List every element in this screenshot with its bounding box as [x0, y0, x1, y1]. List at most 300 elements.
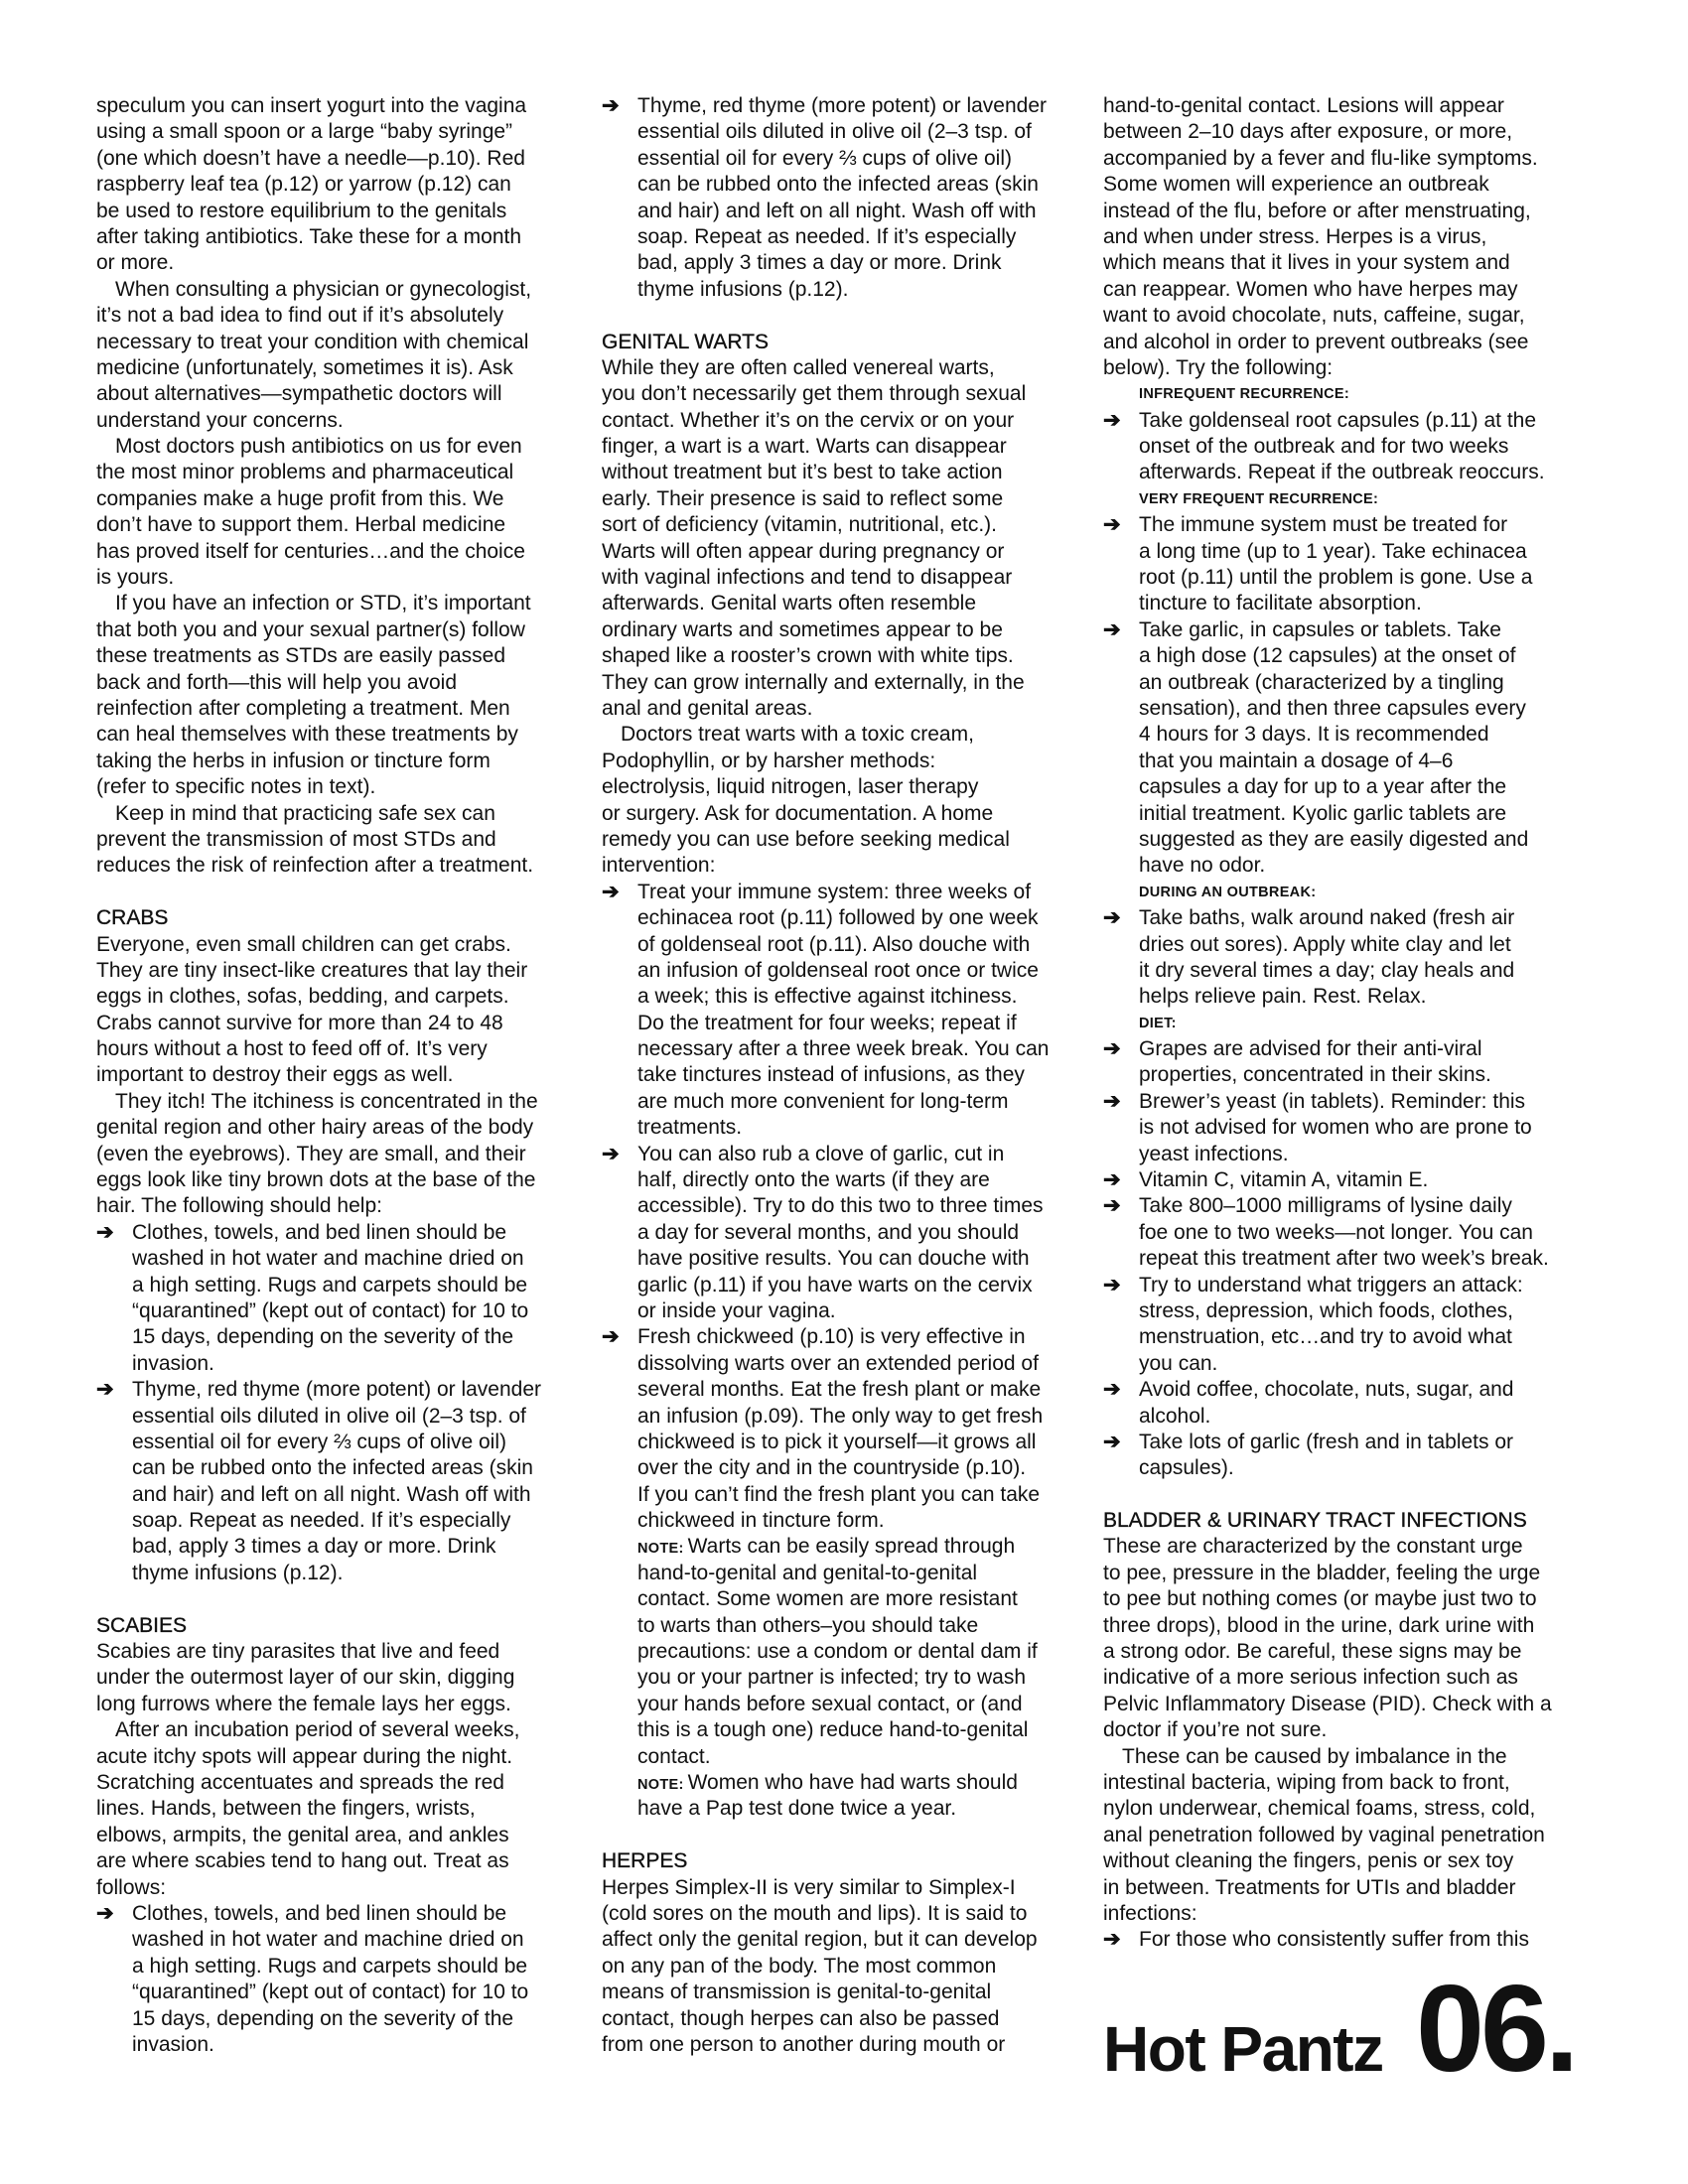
text-line	[96, 1062, 573, 1088]
text-line	[96, 958, 573, 984]
line-text: that both you and your sexual partner(s) follow	[96, 617, 525, 641]
line-text: be used to restore equilibrium to the genitals	[96, 199, 507, 222]
bullet-continuation	[602, 1011, 1078, 1036]
magazine-title: Hot Pantz	[1103, 2013, 1383, 2085]
line-text: For those who consistently suffer from this	[1139, 1928, 1529, 1952]
text-column-right	[1103, 93, 1580, 1954]
line-text: 15 days, depending on the severity of the	[132, 1325, 514, 1349]
text-line	[1103, 250, 1580, 276]
text-line	[96, 1848, 573, 1874]
line-text: can reappear. Women who have herpes may	[1103, 277, 1518, 301]
bullet-item	[1103, 512, 1580, 538]
bullet-continuation	[602, 1534, 1078, 1560]
arrow-right-icon: ➔	[602, 94, 620, 117]
bullet-continuation	[1103, 801, 1580, 827]
line-text: alcohol.	[1139, 1404, 1211, 1428]
line-text: They itch! The itchiness is concentrated in the	[115, 1089, 538, 1113]
line-text: without treatment but it’s best to take action	[602, 461, 1003, 484]
bullet-continuation	[602, 1115, 1078, 1141]
text-line	[602, 749, 1078, 774]
line-text: genital region and other hairy areas of the body	[96, 1116, 534, 1140]
line-text: half, directly onto the warts (if they are	[637, 1168, 990, 1192]
line-text: Brewer’s yeast (in tablets). Reminder: this	[1139, 1089, 1526, 1113]
line-text: Take lots of garlic (fresh and in tablets or	[1139, 1430, 1514, 1453]
line-text: (refer to specific notes in text).	[96, 775, 376, 799]
bullet-item	[1103, 1167, 1580, 1193]
line-text: Doctors treat warts with a toxic cream,	[621, 723, 974, 747]
line-text: stress, depression, which foods, clothes,	[1139, 1298, 1514, 1322]
bullet-continuation	[1103, 932, 1580, 958]
line-text: a high dose (12 capsules) at the onset of	[1139, 644, 1516, 668]
text-line	[96, 330, 573, 355]
bullet-item	[1103, 1927, 1580, 1953]
line-text: HERPES	[602, 1849, 688, 1873]
bullet-continuation	[1103, 827, 1580, 853]
text-line	[96, 1823, 573, 1848]
line-text: prevent the transmission of most STDs and	[96, 827, 496, 851]
text-line	[602, 643, 1078, 669]
note-label: NOTE:	[637, 1541, 684, 1558]
line-text: affect only the genital region, but it can develop	[602, 1928, 1038, 1952]
line-text: and when under stress. Herpes is a virus,	[1103, 224, 1487, 248]
line-text: soap. Repeat as needed. If it’s especially	[132, 1509, 511, 1533]
line-text: are where scabies tend to hang out. Treat as	[96, 1849, 509, 1873]
section-heading	[96, 905, 573, 931]
line-text: INFREQUENT RECURRENCE:	[1139, 386, 1350, 403]
blank-line	[96, 880, 573, 905]
text-line	[96, 512, 573, 538]
text-line	[602, 2006, 1078, 2032]
bullet-continuation	[1103, 670, 1580, 696]
line-text: back and forth—this will help you avoid	[96, 670, 458, 694]
subheading	[1103, 486, 1580, 512]
line-text: Grapes are advised for their anti-viral	[1139, 1037, 1482, 1061]
text-column-middle	[602, 93, 1078, 2058]
section-heading	[96, 1613, 573, 1639]
line-text: reduces the risk of reinfection after a treatment.	[96, 854, 534, 878]
line-text: eggs look like tiny brown dots at the base of the	[96, 1168, 536, 1192]
text-line	[1103, 1848, 1580, 1874]
bullet-continuation	[96, 1561, 573, 1586]
bullet-continuation	[96, 1927, 573, 1953]
arrow-right-icon: ➔	[1103, 408, 1121, 432]
text-line	[602, 1901, 1078, 1927]
line-text: invasion.	[132, 2032, 214, 2056]
line-text: Clothes, towels, and bed linen should be	[132, 1901, 507, 1925]
line-text: have a Pap test done twice a year.	[637, 1797, 957, 1821]
blank-line	[1103, 1482, 1580, 1508]
bullet-continuation	[602, 1665, 1078, 1691]
text-line	[1103, 1717, 1580, 1743]
bullet-continuation	[602, 250, 1078, 276]
paragraph-first-line	[96, 1089, 573, 1115]
line-text: DIET:	[1139, 1015, 1177, 1031]
line-text: you can.	[1139, 1351, 1218, 1375]
text-line	[602, 460, 1078, 485]
bullet-continuation	[602, 1717, 1078, 1743]
line-text: thyme infusions (p.12).	[637, 277, 849, 301]
text-line	[1103, 1561, 1580, 1586]
section-heading	[1103, 1508, 1580, 1534]
line-text: have positive results. You can douche with	[637, 1247, 1030, 1271]
text-line	[96, 303, 573, 329]
text-line	[602, 1927, 1078, 1953]
line-text: to pee, pressure in the bladder, feeling the urge	[1103, 1561, 1541, 1584]
line-text: an infusion of goldenseal root once or twice	[637, 958, 1039, 982]
text-line	[96, 93, 573, 119]
text-line	[602, 2032, 1078, 2058]
line-text: or surgery. Ask for documentation. A home	[602, 801, 994, 825]
line-text: washed in hot water and machine dried on	[132, 1247, 524, 1271]
line-text: precautions: use a condom or dental dam if	[637, 1640, 1038, 1664]
line-text: electrolysis, liquid nitrogen, laser therapy	[602, 775, 979, 799]
line-text: ordinary warts and sometimes appear to be	[602, 617, 1003, 641]
arrow-right-icon: ➔	[602, 1142, 620, 1165]
bullet-continuation	[1103, 565, 1580, 591]
text-line	[96, 1692, 573, 1717]
line-text: treatments.	[637, 1116, 743, 1140]
paragraph-first-line	[96, 277, 573, 303]
line-text: If you can’t find the fresh plant you can take	[637, 1482, 1041, 1506]
line-text: to pee but nothing comes (or maybe just two to	[1103, 1587, 1537, 1611]
line-text: can be rubbed onto the infected areas (skin	[637, 173, 1039, 197]
line-text: hours without a host to feed off of. It’s very	[96, 1037, 488, 1061]
text-line	[602, 381, 1078, 407]
line-text: They can grow internally and externally, in the	[602, 670, 1025, 694]
line-text: Warts can be easily spread through	[687, 1535, 1016, 1559]
bullet-continuation	[602, 1692, 1078, 1717]
line-text: below). Try the following:	[1103, 355, 1334, 379]
bullet-continuation	[1103, 1115, 1580, 1141]
text-line	[96, 119, 573, 145]
bullet-continuation	[602, 1377, 1078, 1403]
line-text: in between. Treatments for UTIs and bladder	[1103, 1875, 1516, 1899]
line-text: GENITAL WARTS	[602, 330, 770, 353]
line-text: is yours.	[96, 566, 175, 590]
text-line	[96, 617, 573, 643]
line-text: Most doctors push antibiotics on us for even	[115, 435, 522, 459]
text-line	[96, 1167, 573, 1193]
line-text: tincture to facilitate absorption.	[1139, 592, 1422, 615]
line-text: dissolving warts over an extended period of	[637, 1351, 1039, 1375]
bullet-item	[96, 1377, 573, 1403]
text-line	[96, 696, 573, 722]
line-text: instead of the flu, before or after menstruating,	[1103, 199, 1531, 222]
line-text: Scratching accentuates and spreads the red	[96, 1771, 504, 1794]
line-text: it dry several times a day; clay heals and	[1139, 958, 1515, 982]
text-line	[602, 670, 1078, 696]
bullet-continuation	[1103, 1220, 1580, 1246]
text-line	[1103, 277, 1580, 303]
bullet-continuation	[602, 958, 1078, 984]
line-text: contact.	[637, 1744, 711, 1768]
bullet-continuation	[1103, 1351, 1580, 1377]
bullet-item	[1103, 1089, 1580, 1115]
bullet-continuation	[96, 1979, 573, 2005]
line-text: initial treatment. Kyolic garlic tablets are	[1139, 801, 1506, 825]
text-line	[602, 408, 1078, 434]
line-text: or inside your vagina.	[637, 1298, 836, 1322]
line-text: nylon underwear, chemical foams, stress, cold,	[1103, 1797, 1536, 1821]
line-text: which means that it lives in your system and	[1103, 251, 1510, 275]
line-text: important to destroy their eggs as well.	[96, 1063, 454, 1087]
line-text: chickweed in tincture form.	[637, 1509, 885, 1533]
section-heading	[602, 1848, 1078, 1874]
bullet-continuation	[1103, 749, 1580, 774]
text-line	[602, 591, 1078, 616]
line-text: medicine (unfortunately, sometimes it is). Ask	[96, 355, 513, 379]
line-text: accessible). Try to do this two to three times	[637, 1194, 1044, 1218]
line-text: essential oil for every ⅔ cups of olive oil)	[637, 146, 1013, 170]
text-line	[602, 1979, 1078, 2005]
line-text: afterwards. Repeat if the outbreak reoccurs.	[1139, 461, 1545, 484]
line-text: is not advised for women who are prone to	[1139, 1116, 1532, 1140]
paragraph-first-line	[96, 591, 573, 616]
line-text: from one person to another during mouth or	[602, 2032, 1006, 2056]
bullet-continuation	[602, 1508, 1078, 1534]
bullet-continuation	[602, 1796, 1078, 1822]
bullet-item	[1103, 1193, 1580, 1219]
bullet-continuation	[96, 1298, 573, 1324]
bullet-continuation	[602, 1062, 1078, 1088]
line-text: dries out sores). Apply white clay and let	[1139, 932, 1511, 956]
line-text: a day for several months, and you should	[637, 1220, 1020, 1244]
text-line	[96, 199, 573, 224]
line-text: Warts will often appear during pregnancy or	[602, 539, 1005, 563]
text-line	[96, 1875, 573, 1901]
line-text: reinfection after completing a treatment. Men	[96, 696, 510, 720]
arrow-right-icon: ➔	[602, 1325, 620, 1349]
line-text: contact. Whether it’s on the cervix or on your	[602, 408, 1015, 432]
line-text: You can also rub a clove of garlic, cut in	[637, 1142, 1005, 1165]
text-line	[602, 512, 1078, 538]
line-text: the most minor problems and pharmaceutical	[96, 461, 514, 484]
text-line	[1103, 1665, 1580, 1691]
line-text: Take 800–1000 milligrams of lysine daily	[1139, 1194, 1512, 1218]
line-text: a long time (up to 1 year). Take echinacea	[1139, 539, 1527, 563]
paragraph-first-line	[96, 434, 573, 460]
text-line	[96, 146, 573, 172]
bullet-item	[1103, 1036, 1580, 1062]
line-text: have no odor.	[1139, 854, 1266, 878]
text-line	[96, 355, 573, 381]
subheading	[1103, 1011, 1580, 1036]
line-text: has proved itself for centuries…and the choice	[96, 539, 525, 563]
line-text: Thyme, red thyme (more potent) or lavender	[132, 1378, 542, 1402]
bullet-continuation	[1103, 539, 1580, 565]
text-line	[96, 539, 573, 565]
text-line	[602, 774, 1078, 800]
line-text: necessary to treat your condition with chemical	[96, 330, 529, 353]
line-text: “quarantined” (kept out of contact) for 10 to	[132, 1298, 529, 1322]
line-text: afterwards. Genital warts often resemble	[602, 592, 976, 615]
line-text: intestinal bacteria, wiping from back to front,	[1103, 1771, 1510, 1794]
line-text: VERY FREQUENT RECURRENCE:	[1139, 490, 1379, 507]
line-text: Everyone, even small children can get crabs.	[96, 932, 511, 956]
text-line	[96, 381, 573, 407]
text-line	[1103, 119, 1580, 145]
bullet-continuation	[602, 1744, 1078, 1770]
line-text: a week; this is effective against itchiness.	[637, 985, 1018, 1009]
paragraph-first-line	[96, 801, 573, 827]
text-line	[96, 1639, 573, 1665]
line-text: acute itchy spots will appear during the night.	[96, 1744, 513, 1768]
bullet-continuation	[1103, 1246, 1580, 1272]
line-text: you don’t necessarily get them through sexual	[602, 382, 1027, 406]
text-line	[96, 460, 573, 485]
arrow-right-icon: ➔	[96, 1378, 114, 1402]
bullet-continuation	[96, 1508, 573, 1534]
text-line	[96, 172, 573, 198]
text-line	[1103, 1823, 1580, 1848]
line-text: Thyme, red thyme (more potent) or lavender	[637, 94, 1048, 117]
bullet-continuation	[1103, 643, 1580, 669]
text-line	[1103, 1770, 1580, 1796]
line-text: about alternatives—sympathetic doctors will	[96, 382, 502, 406]
line-text: want to avoid chocolate, nuts, caffeine, sugar,	[1103, 304, 1525, 328]
line-text: thyme infusions (p.12).	[132, 1561, 344, 1584]
bullet-item	[602, 93, 1078, 119]
line-text: can heal themselves with these treatments by	[96, 723, 518, 747]
bullet-continuation	[602, 1482, 1078, 1508]
text-column-left	[96, 93, 573, 2058]
text-line	[1103, 1901, 1580, 1927]
text-line	[96, 932, 573, 958]
line-text: hand-to-genital and genital-to-genital	[637, 1561, 978, 1584]
bullet-continuation	[602, 1351, 1078, 1377]
bullet-continuation	[602, 1770, 1078, 1796]
line-text: After an incubation period of several weeks,	[115, 1718, 520, 1742]
line-text: Take goldenseal root capsules (p.11) at the	[1139, 408, 1537, 432]
line-text: Try to understand what triggers an attack:	[1139, 1273, 1523, 1297]
text-line	[96, 1011, 573, 1036]
bullet-continuation	[602, 1561, 1078, 1586]
paragraph-first-line	[96, 1717, 573, 1743]
arrow-right-icon: ➔	[96, 1220, 114, 1244]
line-text: with vaginal infections and tend to disappear	[602, 566, 1013, 590]
line-text: suggested as they are easily digested and	[1139, 827, 1529, 851]
text-line	[96, 408, 573, 434]
line-text: shaped like a rooster’s crown with white tips.	[602, 644, 1014, 668]
line-text: over the city and in the countryside (p.10).	[637, 1456, 1027, 1480]
line-text: to warts than others–you should take	[637, 1613, 979, 1637]
line-text: When consulting a physician or gynecologist,	[115, 277, 532, 301]
bullet-continuation	[602, 1455, 1078, 1481]
line-text: Take baths, walk around naked (fresh air	[1139, 906, 1515, 930]
bullet-continuation	[602, 224, 1078, 250]
line-text: (even the eyebrows). They are small, and their	[96, 1142, 526, 1165]
bullet-item	[96, 1901, 573, 1927]
blank-line	[602, 303, 1078, 329]
bullet-continuation	[96, 1430, 573, 1455]
bullet-continuation	[96, 1351, 573, 1377]
line-text: Treat your immune system: three weeks of	[637, 880, 1032, 903]
text-line	[602, 617, 1078, 643]
text-line	[96, 827, 573, 853]
bullet-continuation	[96, 1455, 573, 1481]
text-line	[96, 1744, 573, 1770]
text-line	[96, 984, 573, 1010]
arrow-right-icon: ➔	[1103, 1168, 1121, 1192]
text-line	[96, 1665, 573, 1691]
text-line	[602, 853, 1078, 879]
bullet-continuation	[1103, 958, 1580, 984]
text-line	[602, 565, 1078, 591]
bullet-continuation	[1103, 1455, 1580, 1481]
text-line	[96, 722, 573, 748]
bullet-continuation	[602, 1036, 1078, 1062]
line-text: Crabs cannot survive for more than 24 to 48	[96, 1011, 503, 1034]
line-text: lines. Hands, between the fingers, wrists,	[96, 1797, 476, 1821]
line-text: These are characterized by the constant urge	[1103, 1535, 1523, 1559]
bullet-continuation	[96, 2006, 573, 2032]
line-text: capsules).	[1139, 1456, 1234, 1480]
line-text: contact. Some women are more resistant	[637, 1587, 1018, 1611]
line-text: soap. Repeat as needed. If it’s especially	[637, 224, 1017, 248]
line-text: DURING AN OUTBREAK:	[1139, 884, 1317, 900]
line-text: These can be caused by imbalance in the	[1122, 1744, 1507, 1768]
line-text: anal penetration followed by vaginal penetration	[1103, 1823, 1545, 1846]
line-text: elbows, armpits, the genital area, and ankles	[96, 1823, 509, 1846]
bullet-continuation	[96, 1324, 573, 1350]
line-text: washed in hot water and machine dried on	[132, 1928, 524, 1952]
bullet-continuation	[1103, 696, 1580, 722]
bullet-item	[602, 1142, 1078, 1167]
line-text: under the outermost layer of our skin, digging	[96, 1666, 515, 1690]
text-line	[96, 1796, 573, 1822]
arrow-right-icon: ➔	[602, 880, 620, 903]
line-text: Pelvic Inflammatory Disease (PID). Check with a	[1103, 1692, 1552, 1715]
text-line	[96, 250, 573, 276]
arrow-right-icon: ➔	[1103, 906, 1121, 930]
line-text: after taking antibiotics. Take these for a month	[96, 224, 522, 248]
bullet-continuation	[1103, 774, 1580, 800]
arrow-right-icon: ➔	[1103, 1378, 1121, 1402]
bullet-continuation	[602, 277, 1078, 303]
bullet-continuation	[1103, 722, 1580, 748]
text-line	[96, 853, 573, 879]
bullet-continuation	[96, 1246, 573, 1272]
bullet-item	[1103, 617, 1580, 643]
bullet-item	[602, 1324, 1078, 1350]
bullet-continuation	[1103, 1298, 1580, 1324]
text-line	[96, 565, 573, 591]
text-line	[96, 749, 573, 774]
line-text: can be rubbed onto the infected areas (skin	[132, 1456, 533, 1480]
line-text: and hair) and left on all night. Wash off with	[132, 1482, 531, 1506]
page-number: 06.	[1416, 1961, 1576, 2098]
line-text: and hair) and left on all night. Wash off with	[637, 199, 1037, 222]
text-line	[602, 827, 1078, 853]
line-text: Fresh chickweed (p.10) is very effective in	[637, 1325, 1026, 1349]
text-line	[602, 355, 1078, 381]
line-text: of goldenseal root (p.11). Also douche with	[637, 932, 1031, 956]
line-text: Podophyllin, or by harsher methods:	[602, 749, 936, 772]
bullet-item	[1103, 408, 1580, 434]
bullet-continuation	[602, 984, 1078, 1010]
line-text: “quarantined” (kept out of contact) for 10 to	[132, 1980, 529, 2004]
line-text: Take garlic, in capsules or tablets. Take	[1139, 617, 1501, 641]
line-text: onset of the outbreak and for two weeks	[1139, 435, 1509, 459]
text-line	[96, 774, 573, 800]
line-text: a high setting. Rugs and carpets should be	[132, 1954, 528, 1978]
text-line	[1103, 1692, 1580, 1717]
bullet-continuation	[1103, 853, 1580, 879]
line-text: that you maintain a dosage of 4–6	[1139, 749, 1454, 772]
text-line	[602, 1875, 1078, 1901]
line-text: early. Their presence is said to reflect some	[602, 486, 1004, 510]
line-text: essential oil for every ⅔ cups of olive oil)	[132, 1430, 507, 1453]
